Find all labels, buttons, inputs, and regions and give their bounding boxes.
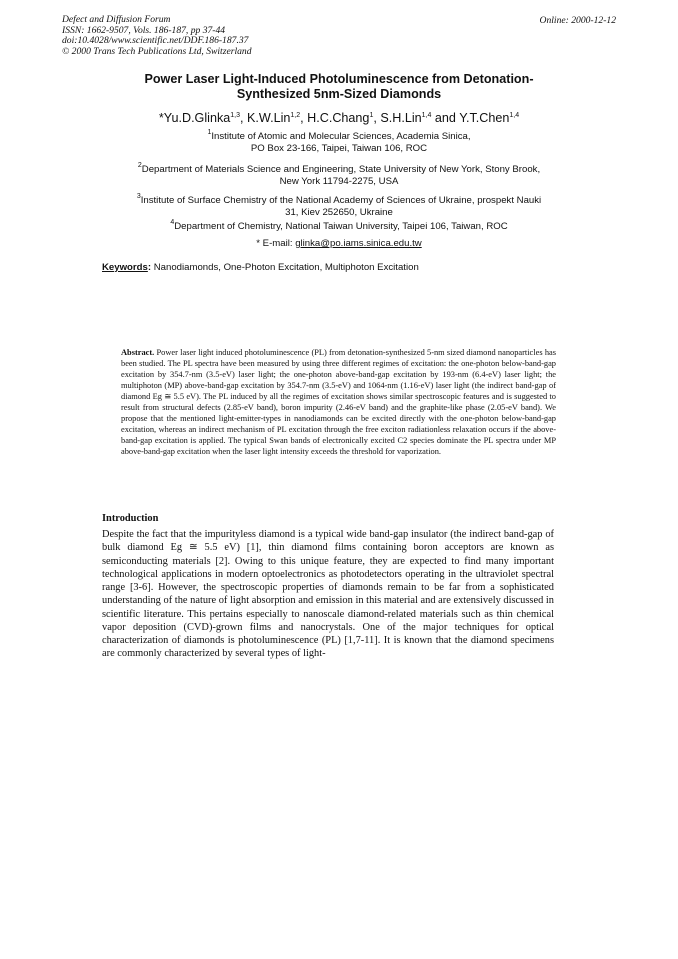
author-list [90, 111, 588, 125]
contact-email [90, 238, 588, 250]
keywords-text: Nanodiamonds, One-Photon Excitation, Multiphoton Excitation [151, 262, 419, 273]
author-3-affiliation: 1 [369, 112, 374, 119]
affiliation-2 [90, 164, 588, 188]
abstract [121, 347, 556, 457]
journal-name: Defect and Diffusion Forum [62, 14, 171, 25]
doi-link[interactable]: doi:10.4028/www.scientific.net/DDF.186-187.37 [62, 35, 249, 47]
affiliation-3-number: 3 [136, 193, 141, 200]
author-1: *Yu.D.Glinka [158, 111, 231, 125]
affiliation-3-line-2: 31, Kiev 252650, Ukraine [285, 207, 393, 218]
author-2-affiliation: 1,2 [290, 112, 301, 119]
email-link[interactable]: glinka@po.iams.sinica.edu.tw [295, 238, 422, 249]
affiliation-1-number: 1 [207, 129, 212, 136]
affiliation-4 [90, 221, 588, 233]
keywords-line [102, 262, 419, 273]
introduction-paragraph: Despite the fact that the impurityless diamond is a typical wide band-gap insulator (the indirect band-gap of bulk diamond Eg ≅ 5.5 eV) [1], thin diamond films containing boron acceptors are known as semiconducting materials [2]. Owing to this unique feature, they are expected to find many important technological applications in modern optoelectronics as photodetectors operating in the ultraviolet spectral range [3-6]. However, the spectroscopic properties of diamonds remain to be far from a sophisticated understanding of the nature of light absorption and emission in this material and are extensively discussed in scientific literature. This pertains especially to nanoscale diamond-related materials such as thin chemical vapor deposition (CVD)-grown films and nanocrystals. One of the major techniques for optical characterization of diamonds is photoluminescence (PL) [1,7-11]. It is known that the diamond specimens are commonly characterized by several types of light- [102, 529, 554, 660]
section-heading-introduction: Introduction [102, 513, 159, 524]
affiliation-1-line-2: PO Box 23-166, Taipei, Taiwan 106, ROC [250, 143, 428, 154]
affiliation-4-number: 4 [170, 219, 175, 226]
author-4-affiliation: 1,4 [421, 112, 432, 119]
author-3: H.C.Chang [307, 111, 370, 125]
keywords-colon: : [147, 262, 152, 273]
online-date: Online: 2000-12-12 [539, 15, 616, 26]
title-line-2: Synthesized 5nm-Sized Diamonds [236, 87, 442, 101]
copyright-line: © 2000 Trans Tech Publications Ltd, Switzerland [62, 45, 252, 57]
author-5-affiliation: 1,4 [509, 112, 520, 119]
author-5: Y.T.Chen [459, 111, 510, 125]
keywords-label: Keywords [102, 262, 148, 273]
affiliation-2-number: 2 [137, 162, 142, 169]
author-1-affiliation: 1,3 [230, 112, 240, 119]
journal-header [62, 15, 252, 57]
author-separator: , [300, 111, 308, 125]
author-4: S.H.Lin [380, 111, 422, 125]
affiliation-2-line-1: Department of Materials Science and Engineering, State University of New York, Stony Brook, [141, 164, 541, 175]
paper-title [90, 72, 588, 102]
abstract-text: Power laser light induced photoluminescence (PL) from detonation-synthesized 5-nm sized diamond nanoparticles has been studied. The PL spectra have been measured by using three different regimes of excitation: the one-photon below-band-gap excitation by 354.7-nm (3.5-eV) laser light; the one-photon above-band-gap excitation by 193-nm (6.4-eV) laser light; the multiphoton (MP) above-band-gap excitation by 354.7-nm (3.5-eV) and 1064-nm (1.16-eV) laser light (the indirect band-gap of diamond Eg ≅ 5.5 eV). The PL induced by all the regimes of excitation shows similar spectroscopic features and is suggested to result from structural defects (2.85-eV band), boron impurity (2.46-eV band) and the graphite-like phase (2.05-eV band). We propose that the mentioned light-emitter-types in nanodiamonds can be excited directly with the one-photon below-band-gap excitation, whereas an indirect mechanism of PL excitation through the free exciton radiationless relaxation occurs if the above-band-gap excitation is applied. The typical Swan bands of electronically excited C2 species dominate the PL spectra under MP above-band-gap excitation when the laser light intensity exceeds the threshold for vaporization. [121, 348, 556, 457]
email-label: * E-mail: [256, 238, 296, 249]
affiliation-1-line-1: Institute of Atomic and Molecular Sciences, Academia Sinica, [211, 131, 471, 142]
affiliation-4-line-1: Department of Chemistry, National Taiwan University, Taipei 106, Taiwan, ROC [174, 221, 508, 232]
issn-line: ISSN: 1662-9507, Vols. 186-187, pp 37-44 [62, 24, 226, 36]
author-separator: , [240, 111, 247, 125]
title-line-1: Power Laser Light-Induced Photoluminescence from Detonation- [144, 72, 534, 86]
author-and: and [431, 111, 460, 125]
affiliation-3 [90, 195, 588, 219]
affiliation-2-line-2: New York 11794-2275, USA [279, 176, 399, 187]
affiliation-1 [90, 131, 588, 155]
author-2: K.W.Lin [247, 111, 291, 125]
author-separator: , [373, 111, 381, 125]
affiliation-3-line-1: Institute of Surface Chemistry of the National Academy of Sciences of Ukraine, prospekt Nauki [140, 195, 542, 206]
abstract-label: Abstract. [121, 348, 155, 357]
